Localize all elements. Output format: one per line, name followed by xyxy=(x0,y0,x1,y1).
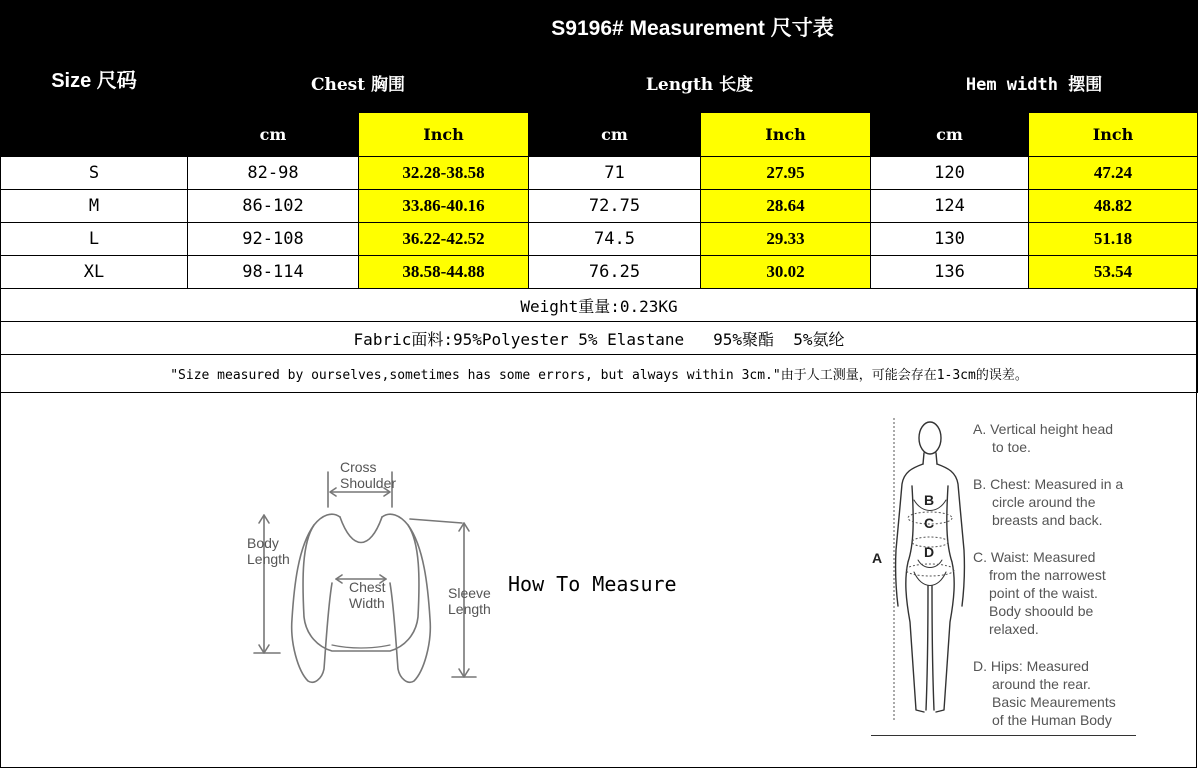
figure-baseline xyxy=(871,735,1136,736)
chest-inch-cell: 33.86-40.16 xyxy=(359,190,529,223)
size-cell: S xyxy=(1,157,188,190)
body-length-label: Body Length xyxy=(247,535,290,567)
chest-inch-header: Inch xyxy=(359,113,529,157)
size-cell: XL xyxy=(1,256,188,289)
length-inch-cell: 30.02 xyxy=(701,256,871,289)
chest-inch-cell: 38.58-44.88 xyxy=(359,256,529,289)
chest-cm-cell: 92-108 xyxy=(188,223,359,256)
chest-group-header: Chest 胸围 xyxy=(188,53,529,113)
garment-diagram xyxy=(240,447,510,687)
length-cm-cell: 74.5 xyxy=(529,223,701,256)
weight-row: Weight重量:0.23KG xyxy=(1,289,1198,322)
length-inch-cell: 28.64 xyxy=(701,190,871,223)
length-inch-cell: 27.95 xyxy=(701,157,871,190)
body-label-d: D xyxy=(924,544,935,560)
hem-inch-cell: 48.82 xyxy=(1029,190,1198,223)
chest-inch-cell: 32.28-38.58 xyxy=(359,157,529,190)
body-label-c: C xyxy=(924,515,935,531)
hem-cm-cell: 120 xyxy=(871,157,1029,190)
body-label-a: A xyxy=(872,550,883,566)
body-measurement-notes xyxy=(973,420,1153,748)
length-cm-cell: 76.25 xyxy=(529,256,701,289)
hem-cm-cell: 124 xyxy=(871,190,1029,223)
how-to-measure-area xyxy=(0,392,1197,768)
length-group-header: Length 长度 xyxy=(529,53,871,113)
fabric-row xyxy=(1,322,1198,355)
chest-cm-cell: 98-114 xyxy=(188,256,359,289)
chest-cm-cell: 82-98 xyxy=(188,157,359,190)
hem-cm-cell: 130 xyxy=(871,223,1029,256)
length-cm-header: cm xyxy=(529,113,701,157)
table-row xyxy=(1,256,1198,289)
chest-cm-header: cm xyxy=(188,113,359,157)
hem-inch-cell: 51.18 xyxy=(1029,223,1198,256)
length-cm-cell: 71 xyxy=(529,157,701,190)
size-cell: L xyxy=(1,223,188,256)
chest-width-label: Chest Width xyxy=(349,579,386,611)
table-row xyxy=(1,223,1198,256)
size-cell: M xyxy=(1,190,188,223)
human-figure-illustration xyxy=(878,410,968,730)
note-c: C. Waist: Measured from the narrowest point of the waist. Body shoould be relaxed. xyxy=(973,549,1106,637)
note-d: D. Hips: Measured around the rear. Basic Meaurements of the Human Body xyxy=(973,658,1116,728)
cross-shoulder-label: Cross Shoulder xyxy=(340,459,397,491)
body-label-b: B xyxy=(924,492,935,508)
hem-inch-cell: 47.24 xyxy=(1029,157,1198,190)
chart-title: S9196# Measurement 尺寸表 xyxy=(188,1,1198,53)
hem-group-header: Hem width 摆围 xyxy=(871,53,1198,113)
length-inch-header: Inch xyxy=(701,113,871,157)
table-row xyxy=(1,190,1198,223)
how-to-measure-title: How To Measure xyxy=(508,572,677,596)
length-cm-cell: 72.75 xyxy=(529,190,701,223)
size-column-header: Size 尺码 xyxy=(1,1,188,157)
note-b: B. Chest: Measured in a circle around the breasts and back. xyxy=(973,476,1124,528)
hem-cm-header: cm xyxy=(871,113,1029,157)
table-row xyxy=(1,157,1198,190)
chest-inch-cell: 36.22-42.52 xyxy=(359,223,529,256)
fabric-text: Fabric面料:95%Polyester 5% Elastane 95%聚酯 5%氨纶 xyxy=(353,329,845,349)
measurement-note: "Size measured by ourselves,sometimes has some errors, but always within 3cm."由于人工测量，可能会存在1-3cm的误差。 xyxy=(1,355,1198,393)
hem-inch-cell: 53.54 xyxy=(1029,256,1198,289)
hem-inch-header: Inch xyxy=(1029,113,1198,157)
note-a: A. Vertical height head to toe. xyxy=(973,421,1114,455)
hem-cm-cell: 136 xyxy=(871,256,1029,289)
sleeve-length-label: Sleeve Length xyxy=(448,585,491,617)
chest-cm-cell: 86-102 xyxy=(188,190,359,223)
length-inch-cell: 29.33 xyxy=(701,223,871,256)
human-body-diagram xyxy=(872,410,968,730)
